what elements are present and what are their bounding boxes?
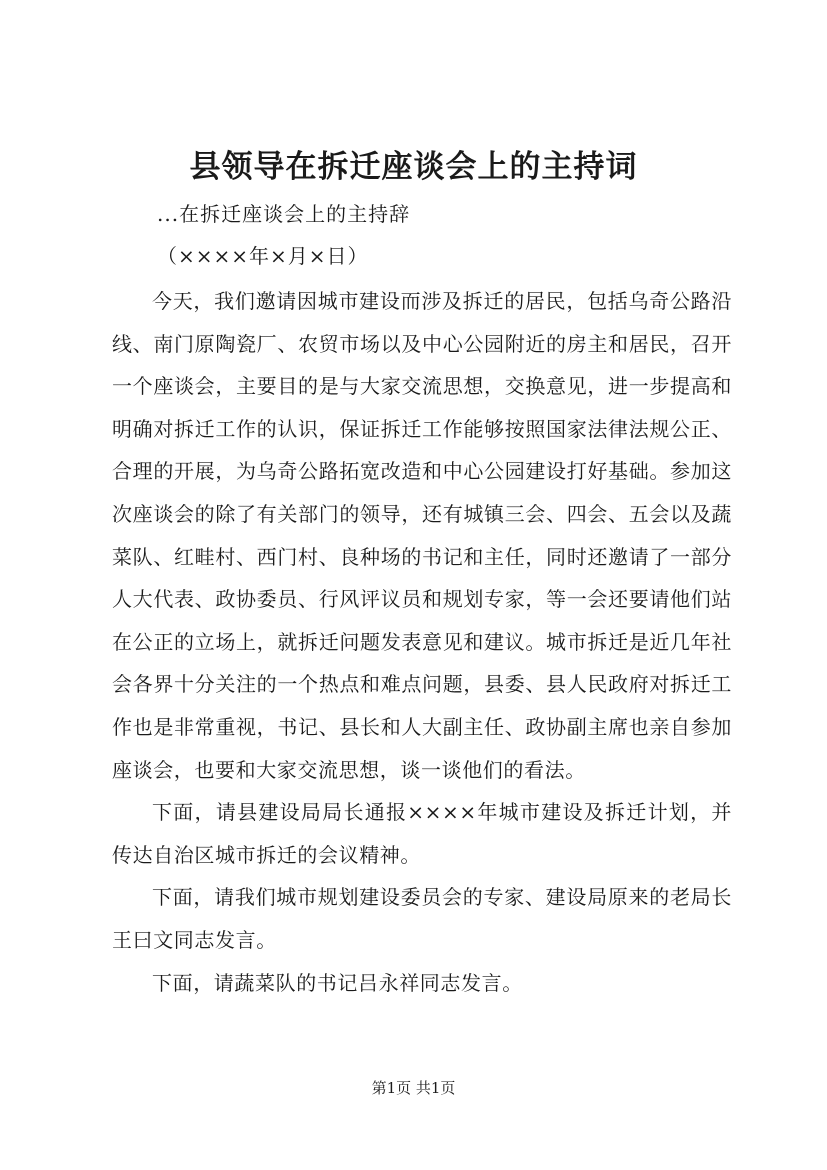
page-footer: 第1页 共1页 [371, 1079, 456, 1097]
document-subtitle: ...在拆迁座谈会上的主持辞 [157, 202, 411, 226]
document-date: （××××年×月×日） [157, 244, 369, 268]
paragraph: 下面，请我们城市规划建设委员会的专家、建设局原来的老局长王曰文同志发言。 [112, 885, 732, 952]
document-body [112, 280, 732, 1004]
paragraph: 下面，请蔬菜队的书记吕永祥同志发言。 [152, 970, 523, 995]
paragraph: 下面，请县建设局局长通报××××年城市建设及拆迁计划，并传达自治区城市拆迁的会议精神。 [112, 800, 732, 867]
document-title: 县领导在拆迁座谈会上的主持词 [189, 149, 638, 185]
paragraph: 今天，我们邀请因城市建设而涉及拆迁的居民，包括乌奇公路沿线、南门原陶瓷厂、农贸市场以及中心公园附近的房主和居民，召开一个座谈会，主要目的是与大家交流思想，交换意见，进一步提高和明确对拆迁工作的认识，保证拆迁工作能够按照国家法律法规公正、合理的开展，为乌奇公路拓宽改造和中心公园建设打好基础。参加这次座谈会的除了有关部门的领导，还有城镇三会、四会、五会以及蔬菜队、红畦村、西门村、良种场的书记和主任，同时还邀请了一部分人大代表、政协委员、行风评议员和规划专家，等一会还要请他们站在公正的立场上，就拆迁问题发表意见和建议。城市拆迁是近几年社会各界十分关注的一个热点和难点问题，县委、县人民政府对拆迁工作也是非常重视，书记、县长和人大副主任、政协副主席也亲自参加座谈会，也要和大家交流思想，谈一谈他们的看法。 [112, 289, 732, 782]
